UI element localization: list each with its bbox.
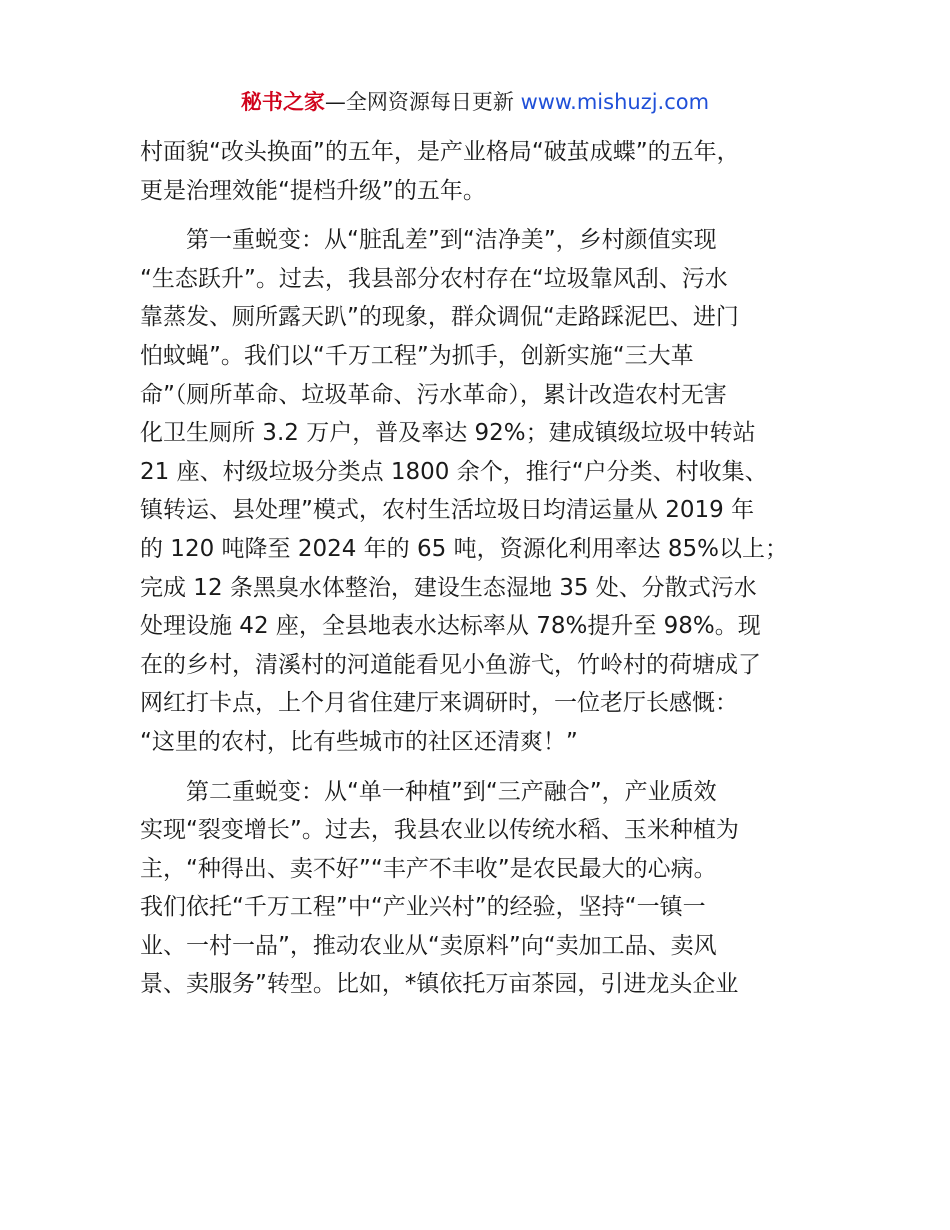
- text-line: 业、一村一品”，推动农业从“卖原料”向“卖加工品、卖风: [140, 932, 717, 959]
- text-line: 我们依托“千万工程”中“产业兴村”的经验，坚持“一镇一: [140, 894, 706, 921]
- paragraph-first-transformation: [140, 221, 830, 761]
- site-brand: 秘书之家: [240, 90, 325, 114]
- paragraph-second-transformation: [140, 773, 830, 1005]
- text-line: 21 座、村级垃圾分类点 1800 余个，推行“户分类、村收集、: [140, 458, 768, 485]
- text-line: 村面貌“改头换面”的五年，是产业格局“破茧成蝶”的五年，: [140, 139, 740, 165]
- text-line: 景、卖服务”转型。比如，*镇依托万亩茶园，引进龙头企业: [140, 971, 739, 998]
- text-line: 化卫生厕所 3.2 万户，普及率达 92%；建成镇级垃圾中转站: [140, 420, 756, 447]
- text-line: 怕蚊蝇”。我们以“千万工程”为抓手，创新实施“三大革: [140, 342, 694, 369]
- text-line: 更是治理效能“提档升级”的五年。: [140, 177, 486, 204]
- text-line: 主，“种得出、卖不好”“丰产不丰收”是农民最大的心病。: [140, 855, 717, 882]
- text-line: “这里的农村，比有些城市的社区还清爽！”: [140, 728, 578, 755]
- text-line: 第二重蜕变：从“单一种植”到“三产融合”，产业质效: [140, 778, 717, 805]
- text-line: 镇转运、县处理”模式，农村生活垃圾日均清运量从 2019 年: [140, 497, 755, 524]
- text-line: 网红打卡点，上个月省住建厅来调研时，一位老厅长感慨：: [140, 690, 738, 717]
- text-line: 在的乡村，清溪村的河道能看见小鱼游弋，竹岭村的荷塘成了: [140, 651, 761, 678]
- site-url-link[interactable]: www.mishuzj.com: [520, 90, 710, 114]
- text-line: “生态跃升”。过去，我县部分农村存在“垃圾靠风刮、污水: [140, 265, 728, 292]
- text-line: 处理设施 42 座，全县地表水达标率从 78%提升至 98%。现: [140, 613, 761, 640]
- text-line: 的 120 吨降至 2024 年的 65 吨，资源化利用率达 85%以上；: [140, 535, 788, 562]
- text-line: 实现“裂变增长”。过去，我县农业以传统水稻、玉米种植为: [140, 817, 739, 844]
- text-line: 靠蒸发、厕所露天趴”的现象，群众调侃“走路踩泥巴、进门: [140, 304, 739, 331]
- document-body: [140, 133, 830, 1004]
- site-tagline: —全网资源每日更新: [324, 90, 521, 114]
- text-line: 命”（厕所革命、垃圾革命、污水革命），累计改造农村无害: [140, 381, 727, 408]
- text-line: 第一重蜕变：从“脏乱差”到“洁净美”，乡村颜值实现: [140, 227, 717, 254]
- paragraph-intro-continued: [140, 133, 830, 210]
- page-header: [0, 86, 950, 118]
- text-line: 完成 12 条黑臭水体整治，建设生态湿地 35 处、分散式污水: [140, 574, 757, 601]
